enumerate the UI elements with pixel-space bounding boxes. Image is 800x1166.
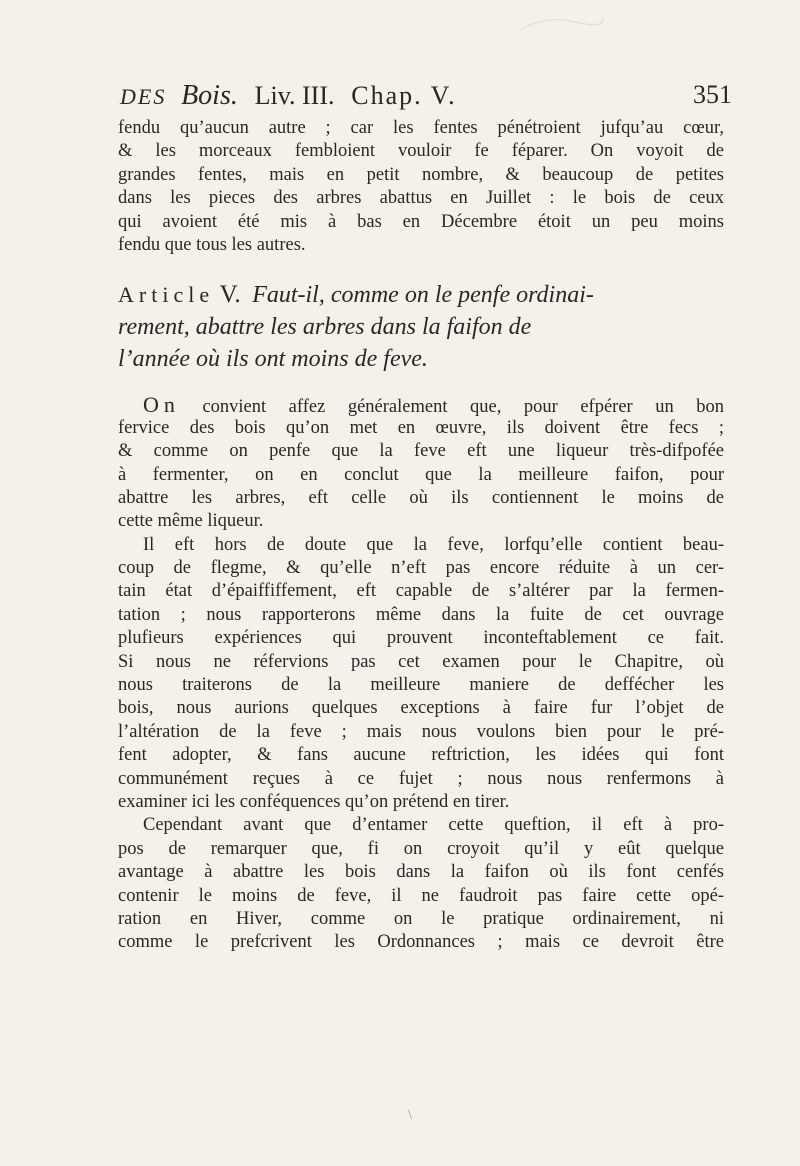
- text-line: tain état d’épaiffiffement, eft capable de s’altérer par la fermen-: [118, 581, 724, 602]
- text-line: fendu que tous les autres.: [118, 234, 306, 255]
- page-tick-mark: \: [408, 1108, 412, 1123]
- text-line: examiner ici les conféquences qu’on prétend en tirer.: [118, 791, 510, 812]
- text-line-rest: convient affez généralement que, pour efpérer un bon: [202, 397, 725, 418]
- text-line: tation ; nous rapporterons même dans la fuite de cet ouvrage: [118, 604, 724, 625]
- paragraph-3: [118, 814, 724, 954]
- text-line: nous traiterons de la meilleure maniere de deffécher les: [118, 675, 724, 696]
- running-head-bois: Bois.: [181, 80, 238, 111]
- text-line: coup de flegme, & qu’elle n’eft pas encore réduite à un cer-: [118, 558, 724, 579]
- text-line: [118, 393, 724, 416]
- text-line: fervice des bois qu’on met en œuvre, ils doivent être fecs ;: [118, 417, 724, 438]
- paragraph-1: [118, 393, 724, 533]
- text-line: grandes fentes, mais en petit nombre, & beaucoup de petites: [118, 164, 724, 185]
- article-heading: [118, 279, 724, 375]
- first-word: On: [143, 392, 180, 418]
- text-line: dans les pieces des arbres abattus en Juillet : le bois de ceux: [118, 188, 724, 209]
- text-line: pos de remarquer que, fi on croyoit qu’il y eût quelque: [118, 838, 724, 859]
- text-line: contenir le moins de feve, il ne faudroit pas faire cette opé-: [118, 885, 724, 906]
- article-heading-line: [118, 279, 724, 311]
- text-line: communément reçues à ce fujet ; nous nous renfermons à: [118, 768, 724, 789]
- text-line: & les morceaux fembloient vouloir fe féparer. On voyoit de: [118, 141, 724, 162]
- text-line: Il eft hors de doute que la feve, lorfqu’elle contient beau-: [143, 534, 724, 555]
- article-title-line: rement, abattre les arbres dans la faifon de: [118, 314, 532, 341]
- text-line: abattre les arbres, eft celle où ils contiennent le moins de: [118, 487, 724, 508]
- text-line: comme le prefcrivent les Ordonnances ; mais ce devroit être: [118, 932, 724, 953]
- running-head-des: DES: [120, 84, 167, 109]
- page-number: 351: [693, 80, 732, 109]
- article-title-line: l’année où ils ont moins de feve.: [118, 346, 428, 373]
- running-head: [120, 80, 720, 112]
- text-line: Si nous ne réfervions pas cet examen pour le Chapitre, où: [118, 651, 724, 672]
- intro-paragraph: [118, 117, 724, 257]
- text-line: avantage à abattre les bois dans la faifon où ils font cenfés: [118, 862, 724, 883]
- article-label: Article: [118, 282, 215, 308]
- text-line: l’altération de la feve ; mais nous voulons bien pour le pré-: [118, 721, 724, 742]
- running-head-chapitre: Chap. V.: [351, 81, 457, 110]
- text-line: à fermenter, on en conclut que la meilleure faifon, pour: [118, 464, 724, 485]
- article-title-line: Faut-il, comme on le penfe ordinai-: [252, 282, 594, 309]
- text-line: ration en Hiver, comme on le pratique ordinairement, ni: [118, 908, 724, 929]
- paper-stain-mark: [515, 10, 605, 40]
- text-line: qui avoient été mis à bas en Décembre étoit un peu moins: [118, 211, 724, 232]
- text-line: fent adopter, & fans aucune reftriction, les idées qui font: [118, 745, 724, 766]
- text-line: cette même liqueur.: [118, 511, 264, 532]
- running-head-livre: Liv. III.: [254, 81, 335, 110]
- main-text: [118, 117, 724, 955]
- text-line: & comme on penfe que la feve eft une liqueur très-difpofée: [118, 441, 724, 462]
- text-line: Cependant avant que d’entamer cette queftion, il eft à pro-: [143, 815, 724, 836]
- text-line: plufieurs expériences qui prouvent inconteftablement ce fait.: [118, 628, 724, 649]
- text-line: fendu qu’aucun autre ; car les fentes pénétroient jufqu’au cœur,: [118, 118, 724, 138]
- article-number: V.: [219, 281, 241, 309]
- text-line: bois, nous aurions quelques exceptions à faire fur l’objet de: [118, 698, 724, 719]
- paragraph-2: [118, 534, 724, 815]
